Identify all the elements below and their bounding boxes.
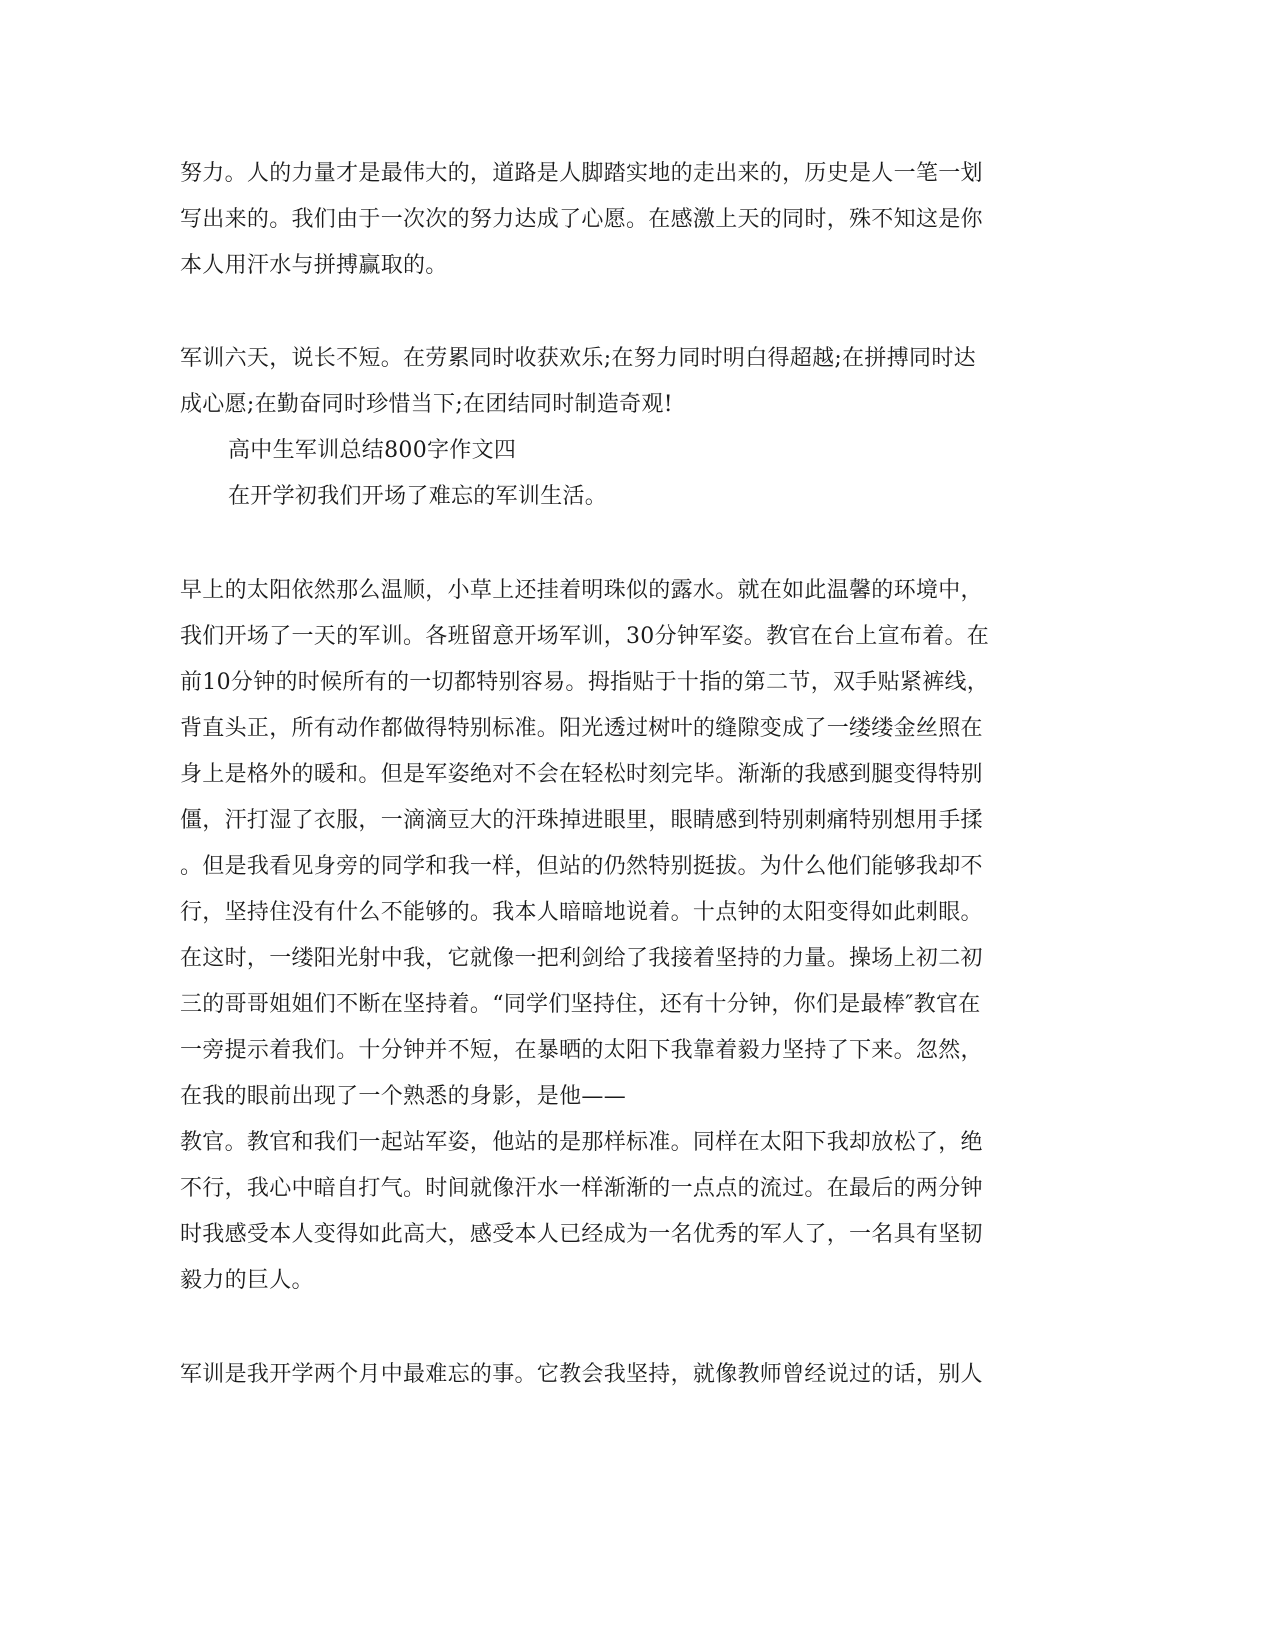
text-line: 僵，汗打湿了衣服，一滴滴豆大的汗珠掉进眼里，眼睛感到特别刺痛特别想用手揉: [180, 808, 983, 833]
text-line: 教官。教官和我们一起站军姿，他站的是那样标准。同样在太阳下我却放松了，绝: [180, 1130, 983, 1155]
text-line: 在我的眼前出现了一个熟悉的身影，是他——: [180, 1084, 627, 1109]
text-line: 行，坚持住没有什么不能够的。我本人暗暗地说着。十点钟的太阳变得如此刺眼。: [180, 900, 983, 925]
text-line: 努力。人的力量才是最伟大的，道路是人脚踏实地的走出来的，历史是人一笔一划: [180, 161, 983, 186]
text-line: 身上是格外的暖和。但是军姿绝对不会在轻松时刻完毕。渐渐的我感到腿变得特别: [180, 762, 983, 787]
text-line: 时我感受本人变得如此高大，感受本人已经成为一名优秀的军人了，一名具有坚韧: [180, 1222, 983, 1247]
text-line: 毅力的巨人。: [180, 1268, 314, 1293]
section-heading: 高中生军训总结800字作文四: [228, 438, 517, 463]
text-line: 前10分钟的时候所有的一切都特别容易。拇指贴于十指的第二节，双手贴紧裤线，: [180, 670, 990, 695]
text-line: 写出来的。我们由于一次次的努力达成了心愿。在感激上天的同时，殊不知这是你: [180, 207, 983, 232]
text-line: 早上的太阳依然那么温顺，小草上还挂着明珠似的露水。就在如此温馨的环境中，: [180, 578, 983, 603]
text-line: 在这时，一缕阳光射中我，它就像一把利剑给了我接着坚持的力量。操场上初二初: [180, 946, 983, 971]
text-line: 不行，我心中暗自打气。时间就像汗水一样渐渐的一点点的流过。在最后的两分钟: [180, 1176, 983, 1201]
text-line: 军训是我开学两个月中最难忘的事。它教会我坚持，就像教师曾经说过的话，别人: [180, 1362, 983, 1387]
text-line: 一旁提示着我们。十分钟并不短，在暴晒的太阳下我靠着毅力坚持了下来。忽然，: [180, 1038, 983, 1063]
text-line: 军训六天，说长不短。在劳累同时收获欢乐;在努力同时明白得超越;在拼搏同时达: [180, 346, 976, 371]
text-line: 背直头正，所有动作都做得特别标准。阳光透过树叶的缝隙变成了一缕缕金丝照在: [180, 716, 983, 741]
text-line: 。但是我看见身旁的同学和我一样，但站的仍然特别挺拔。为什么他们能够我却不: [180, 854, 983, 879]
text-line: 三的哥哥姐姐们不断在坚持着。“同学们坚持住，还有十分钟，你们是最棒″教官在: [180, 992, 981, 1017]
text-line: 在开学初我们开场了难忘的军训生活。: [228, 484, 608, 509]
text-line: 我们开场了一天的军训。各班留意开场军训，30分钟军姿。教官在台上宣布着。在: [180, 624, 990, 649]
text-line: 成心愿;在勤奋同时珍惜当下;在团结同时制造奇观!: [180, 392, 673, 417]
text-line: 本人用汗水与拼搏赢取的。: [180, 253, 448, 278]
